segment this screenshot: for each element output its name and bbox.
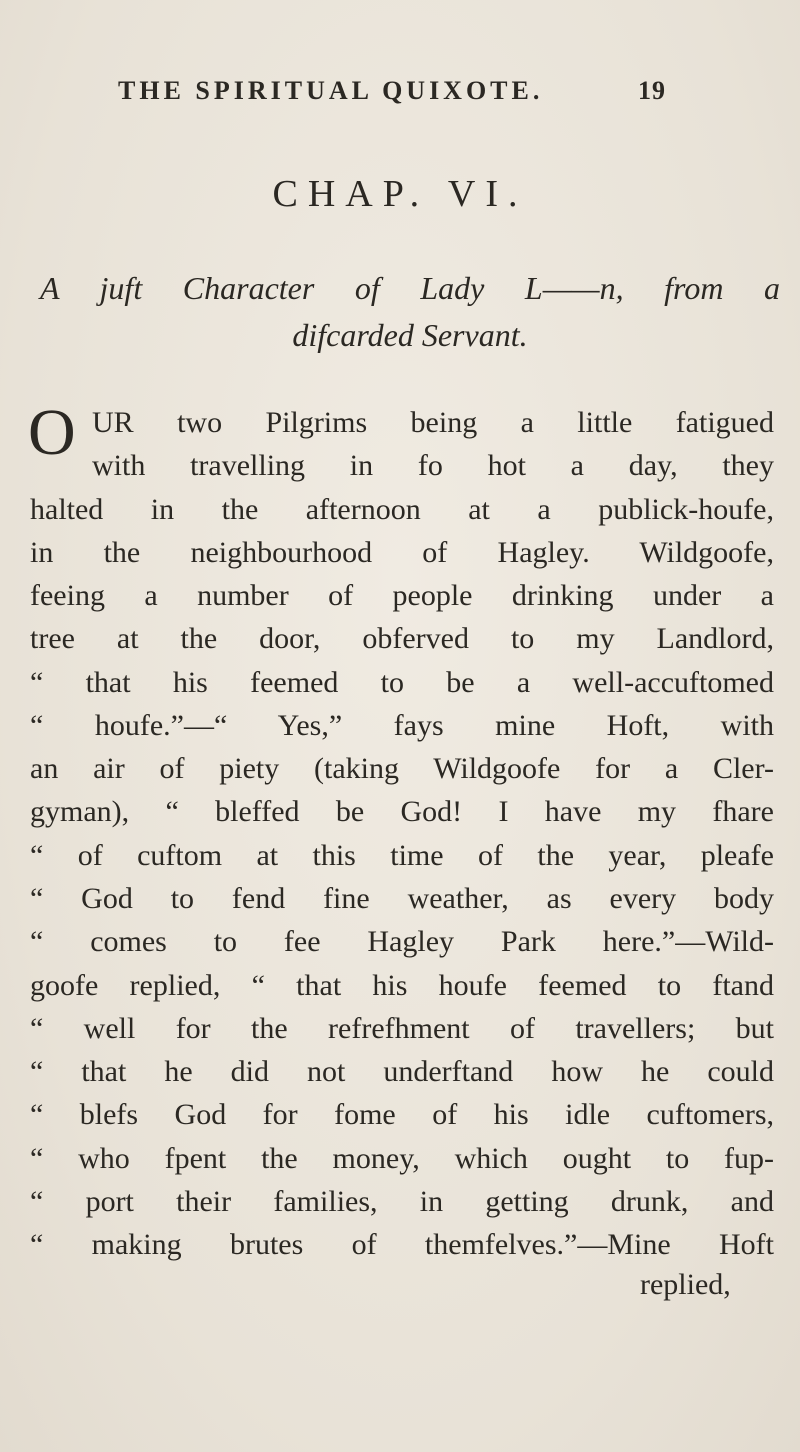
text-line: “ port their families, in getting drunk, and (30, 1185, 774, 1218)
chapter-subtitle-line-1: A juft Character of Lady L——n, from a (40, 270, 780, 306)
chapter-heading: CHAP. VI. (272, 173, 528, 215)
text-line: in the neighbourhood of Hagley. Wildgoofe, (30, 536, 774, 569)
text-line: “ who fpent the money, which ought to fup- (30, 1142, 774, 1175)
text-line: gyman), “ bleffed be God! I have my fhare (30, 795, 774, 828)
page-number: 19 (638, 76, 666, 105)
text-line: “ that he did not underftand how he could (30, 1055, 774, 1088)
text-line: “ houfe.”—“ Yes,” fays mine Hoft, with (30, 709, 774, 742)
text-line: “ that his feemed to be a well-accuftomed (30, 666, 774, 699)
text-line: goofe replied, “ that his houfe feemed to ftand (30, 969, 774, 1002)
running-head (118, 76, 666, 106)
drop-cap: O (28, 396, 76, 469)
text-line: tree at the door, obferved to my Landlord, (30, 622, 774, 655)
text-line: halted in the afternoon at a publick-houfe, (30, 493, 774, 526)
text-line: UR two Pilgrims being a little fatigued (92, 406, 774, 439)
running-head-title: THE SPIRITUAL QUIXOTE. (118, 76, 544, 105)
text-line: feeing a number of people drinking under a (30, 579, 774, 612)
text-line: “ well for the refrefhment of travellers; but (30, 1012, 774, 1045)
text-line: an air of piety (taking Wildgoofe for a Cler- (30, 752, 774, 785)
text-line: “ making brutes of themfelves.”—Mine Hoft (30, 1228, 774, 1261)
text-line: “ blefs God for fome of his idle cuftomers, (30, 1098, 774, 1131)
text-line: “ God to fend fine weather, as every body (30, 882, 774, 915)
text-line: “ comes to fee Hagley Park here.”—Wild- (30, 925, 774, 958)
catchword: replied, (640, 1268, 731, 1301)
chapter-subtitle-line-2: difcarded Servant. (292, 317, 528, 353)
text-line: with travelling in fo hot a day, they (92, 449, 774, 482)
text-line: “ of cuftom at this time of the year, pleafe (30, 839, 774, 872)
